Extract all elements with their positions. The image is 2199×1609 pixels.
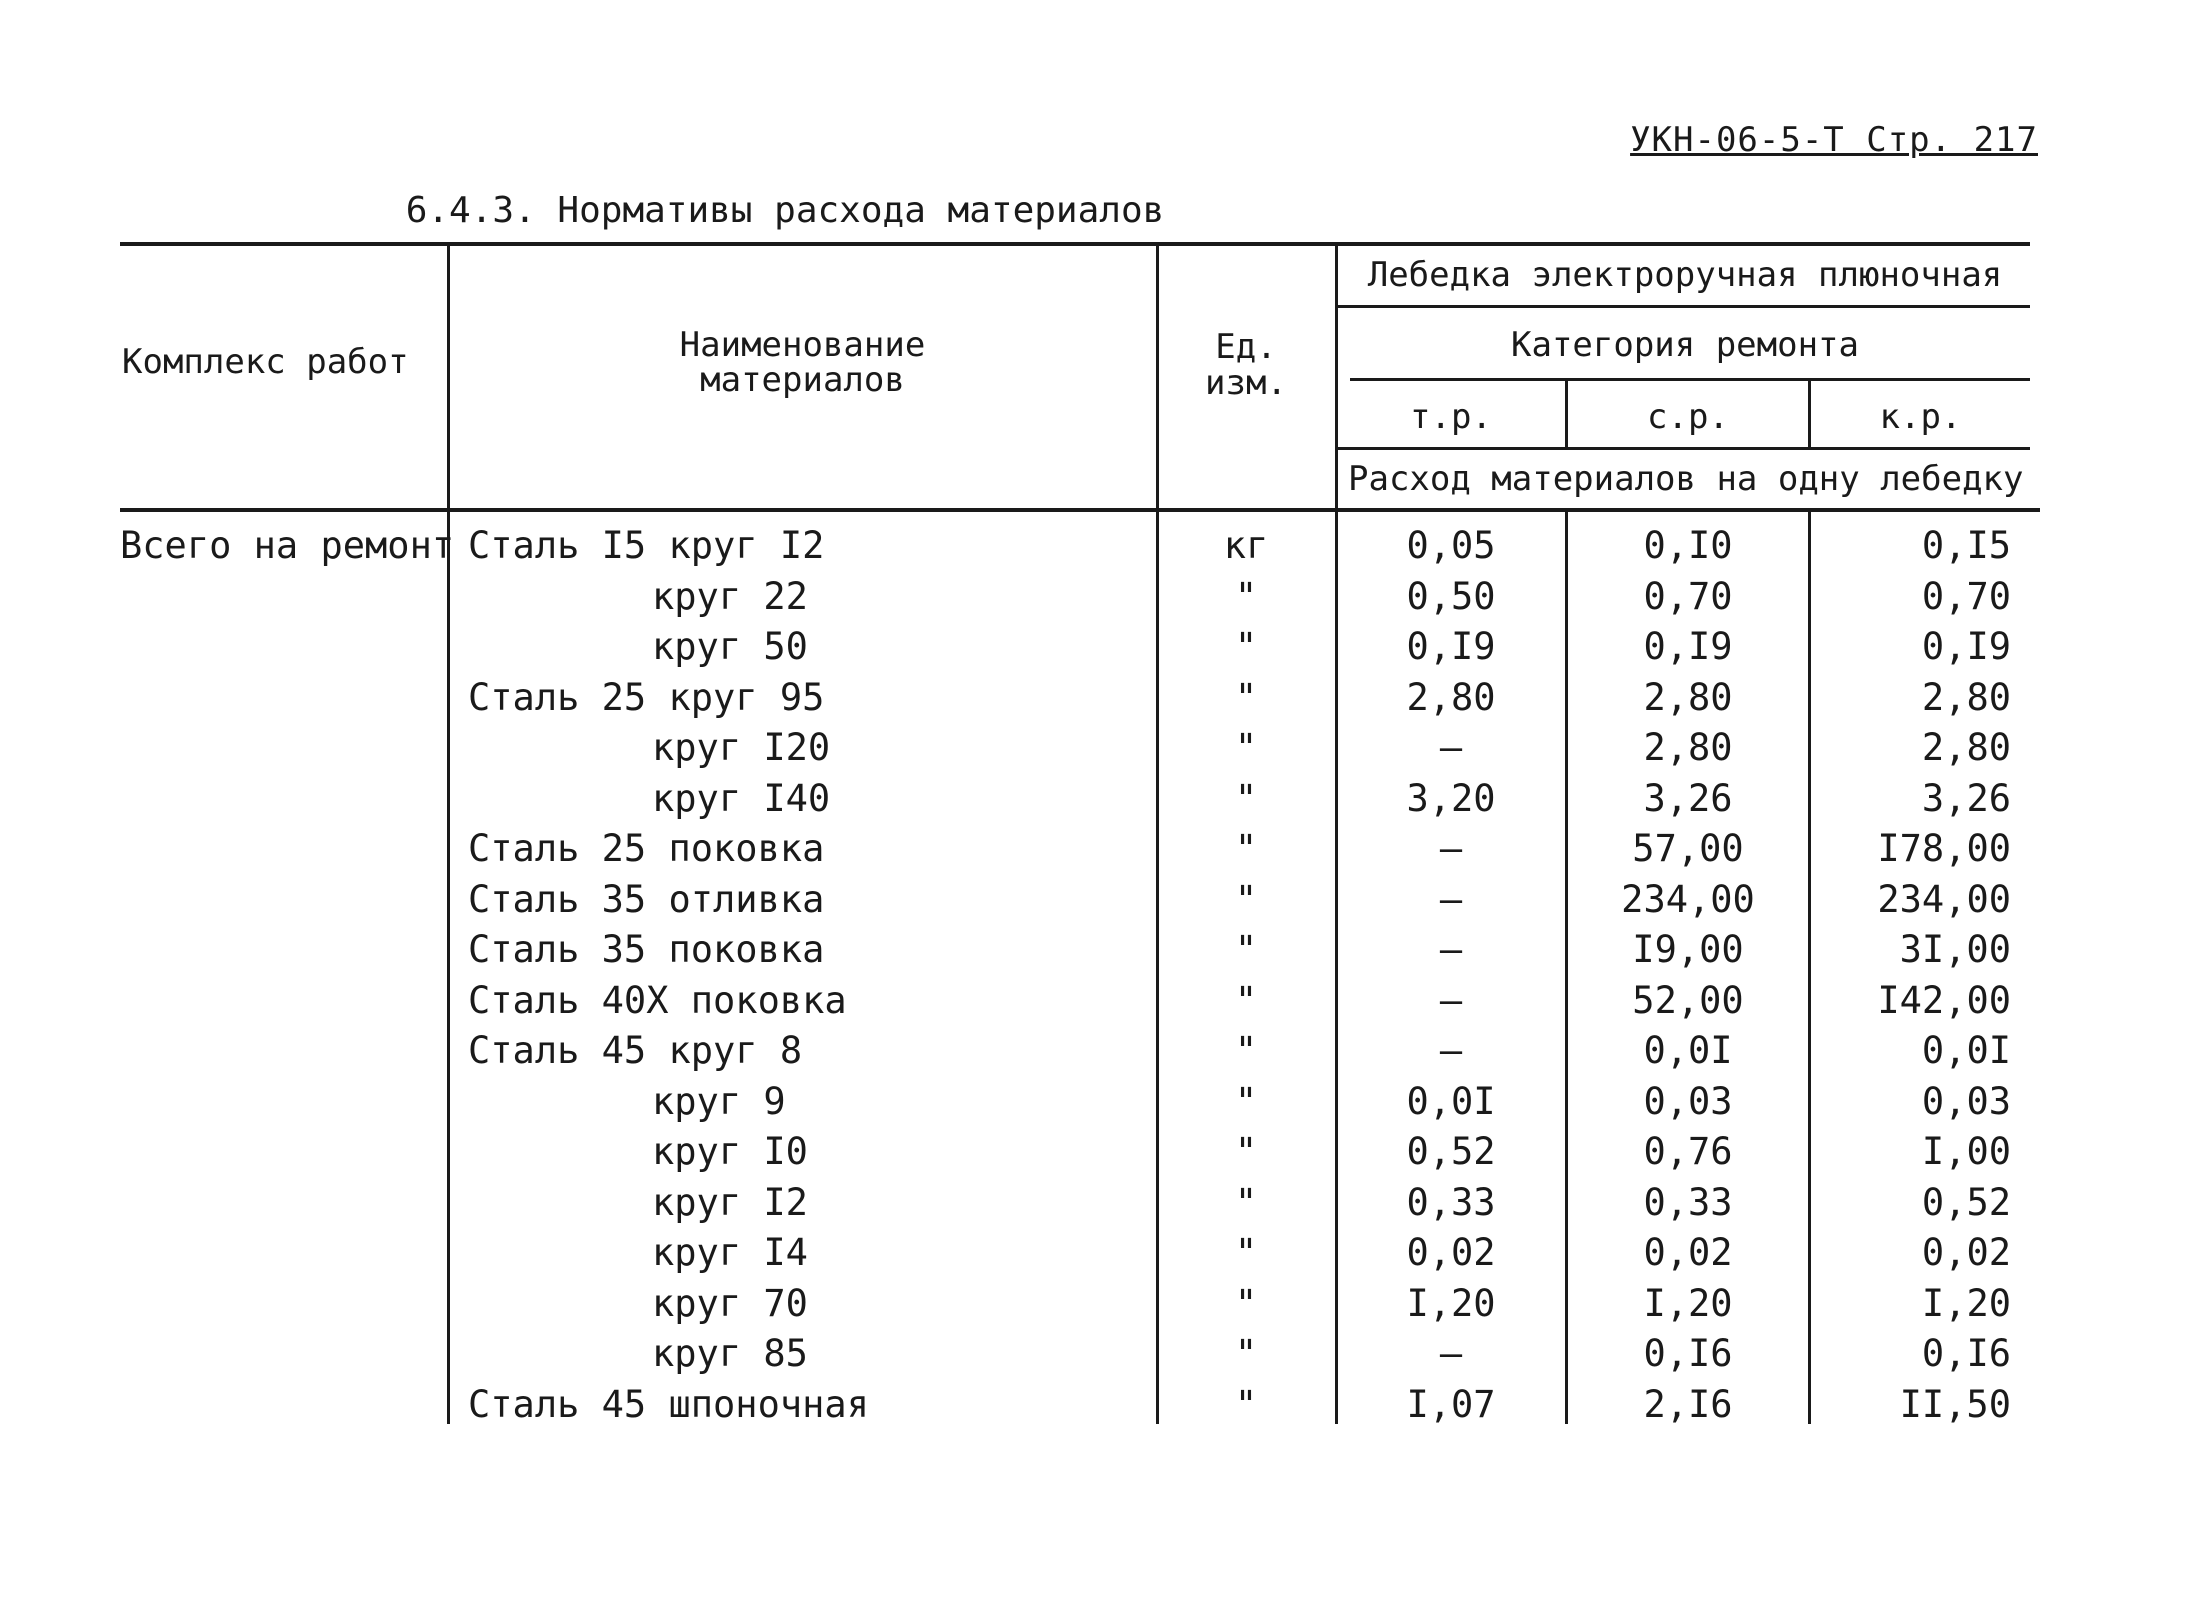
unit-cell: " — [1234, 878, 1258, 921]
sr-value: I,20 — [1643, 1282, 1733, 1325]
unit-cell: " — [1234, 1029, 1258, 1072]
header-sr: с.р. — [1647, 397, 1729, 437]
sr-value: 52,00 — [1632, 979, 1744, 1022]
sr-value: 0,03 — [1643, 1080, 1733, 1123]
sr-value: 0,I6 — [1643, 1332, 1733, 1375]
header-bottom-rule — [120, 508, 2040, 512]
material-name: круг I40 — [652, 777, 831, 820]
header-unit-line2: изм. — [1205, 363, 1287, 403]
document-title: 6.4.3. Нормативы расхода материалов — [405, 190, 1165, 231]
tr-value: 0,02 — [1406, 1231, 1496, 1274]
sr-value: 57,00 — [1632, 827, 1744, 870]
tr-value: 0,0I — [1406, 1080, 1496, 1123]
table-top-rule — [120, 242, 2030, 246]
unit-cell: " — [1234, 1080, 1258, 1123]
header-tr: т.р. — [1410, 397, 1492, 437]
header-equipment-rule — [1338, 305, 2030, 308]
kr-value: 3,26 — [1921, 777, 2011, 820]
tr-value: I,20 — [1406, 1282, 1496, 1325]
kr-value: 0,I5 — [1921, 524, 2011, 567]
material-name: Сталь I5 круг I2 — [468, 524, 825, 567]
tr-value: I,07 — [1406, 1383, 1496, 1426]
sr-value: 0,I9 — [1643, 625, 1733, 668]
kr-value: I42,00 — [1877, 979, 2011, 1022]
tr-value: 0,50 — [1406, 575, 1496, 618]
header-subcategory-rule — [1338, 447, 2030, 450]
tr-value: 0,33 — [1406, 1181, 1496, 1224]
material-name: Сталь 45 шпоночная — [468, 1383, 869, 1426]
header-equipment: Лебедка электроручная плюночная — [1367, 255, 2003, 295]
material-name: круг I0 — [652, 1130, 808, 1173]
kr-value: 2,80 — [1921, 676, 2011, 719]
header-complex: Комплекс работ — [122, 342, 409, 382]
kr-value: 0,02 — [1921, 1231, 2011, 1274]
header-category-rule — [1350, 378, 2030, 381]
unit-cell: " — [1234, 1383, 1258, 1426]
tr-value: – — [1439, 827, 1463, 870]
tr-value: – — [1439, 878, 1463, 921]
sr-value: 2,80 — [1643, 676, 1733, 719]
header-unit-line1: Ед. — [1215, 327, 1277, 367]
kr-value: 3I,00 — [1899, 928, 2011, 971]
unit-cell: " — [1234, 726, 1258, 769]
sr-value: 0,76 — [1643, 1130, 1733, 1173]
unit-cell: " — [1234, 676, 1258, 719]
kr-value: I,20 — [1921, 1282, 2011, 1325]
sr-value: 0,70 — [1643, 575, 1733, 618]
kr-value: 0,03 — [1921, 1080, 2011, 1123]
kr-value: 2,80 — [1921, 726, 2011, 769]
page-reference: УКН-06-5-Т Стр. 217 — [1630, 120, 2038, 160]
header-material-line2: материалов — [700, 360, 905, 400]
tr-value: – — [1439, 928, 1463, 971]
complex-value: Всего на ремонт — [120, 524, 455, 567]
unit-cell: " — [1234, 1181, 1258, 1224]
tr-value: 0,05 — [1406, 524, 1496, 567]
material-name: круг I2 — [652, 1181, 808, 1224]
kr-value: 0,I9 — [1921, 625, 2011, 668]
sr-value: 2,80 — [1643, 726, 1733, 769]
unit-cell: " — [1234, 928, 1258, 971]
kr-value: 0,I6 — [1921, 1332, 2011, 1375]
sr-value: 0,0I — [1643, 1029, 1733, 1072]
material-name: круг 22 — [652, 575, 808, 618]
material-name: круг 9 — [652, 1080, 786, 1123]
material-name: Сталь 35 отливка — [468, 878, 825, 921]
kr-value: 0,52 — [1921, 1181, 2011, 1224]
kr-value: II,50 — [1899, 1383, 2011, 1426]
material-name: круг 70 — [652, 1282, 808, 1325]
sr-value: I9,00 — [1632, 928, 1744, 971]
sr-value: 0,02 — [1643, 1231, 1733, 1274]
header-consumption: Расход материалов на одну лебедку — [1348, 459, 2024, 499]
unit-cell: " — [1234, 1282, 1258, 1325]
sr-value: 3,26 — [1643, 777, 1733, 820]
sr-value: 234,00 — [1621, 878, 1755, 921]
tr-value: 0,I9 — [1406, 625, 1496, 668]
column-divider-2 — [1156, 244, 1159, 1424]
tr-value: – — [1439, 1332, 1463, 1375]
material-name: Сталь 25 поковка — [468, 827, 825, 870]
header-category: Категория ремонта — [1511, 325, 1859, 365]
unit-cell: " — [1234, 827, 1258, 870]
tr-value: – — [1439, 726, 1463, 769]
kr-value: 234,00 — [1877, 878, 2011, 921]
material-name: круг I20 — [652, 726, 831, 769]
tr-value: – — [1439, 979, 1463, 1022]
material-name: круг I4 — [652, 1231, 808, 1274]
kr-value: I78,00 — [1877, 827, 2011, 870]
kr-value: I,00 — [1921, 1130, 2011, 1173]
header-kr: к.р. — [1879, 397, 1962, 437]
material-name: Сталь 45 круг 8 — [468, 1029, 803, 1072]
material-name: круг 85 — [652, 1332, 808, 1375]
sr-value: 2,I6 — [1643, 1383, 1733, 1426]
tr-value: 3,20 — [1406, 777, 1496, 820]
unit-cell: " — [1234, 979, 1258, 1022]
unit-cell: " — [1234, 777, 1258, 820]
sr-value: 0,33 — [1643, 1181, 1733, 1224]
sr-value: 0,I0 — [1643, 524, 1733, 567]
unit-cell: " — [1234, 1130, 1258, 1173]
tr-value: – — [1439, 1029, 1463, 1072]
material-name: Сталь 35 поковка — [468, 928, 825, 971]
unit-cell: " — [1234, 1231, 1258, 1274]
kr-value: 0,70 — [1921, 575, 2011, 618]
unit-cell: " — [1234, 575, 1258, 618]
unit-cell: " — [1234, 1332, 1258, 1375]
material-name: Сталь 25 круг 95 — [468, 676, 825, 719]
unit-cell: кг — [1223, 524, 1269, 567]
kr-value: 0,0I — [1921, 1029, 2011, 1072]
tr-value: 2,80 — [1406, 676, 1496, 719]
tr-value: 0,52 — [1406, 1130, 1496, 1173]
column-divider-1 — [447, 244, 450, 1424]
header-material-line1: Наименование — [679, 325, 926, 365]
material-name: Сталь 40Х поковка — [468, 979, 847, 1022]
unit-cell: " — [1234, 625, 1258, 668]
material-name: круг 50 — [652, 625, 808, 668]
